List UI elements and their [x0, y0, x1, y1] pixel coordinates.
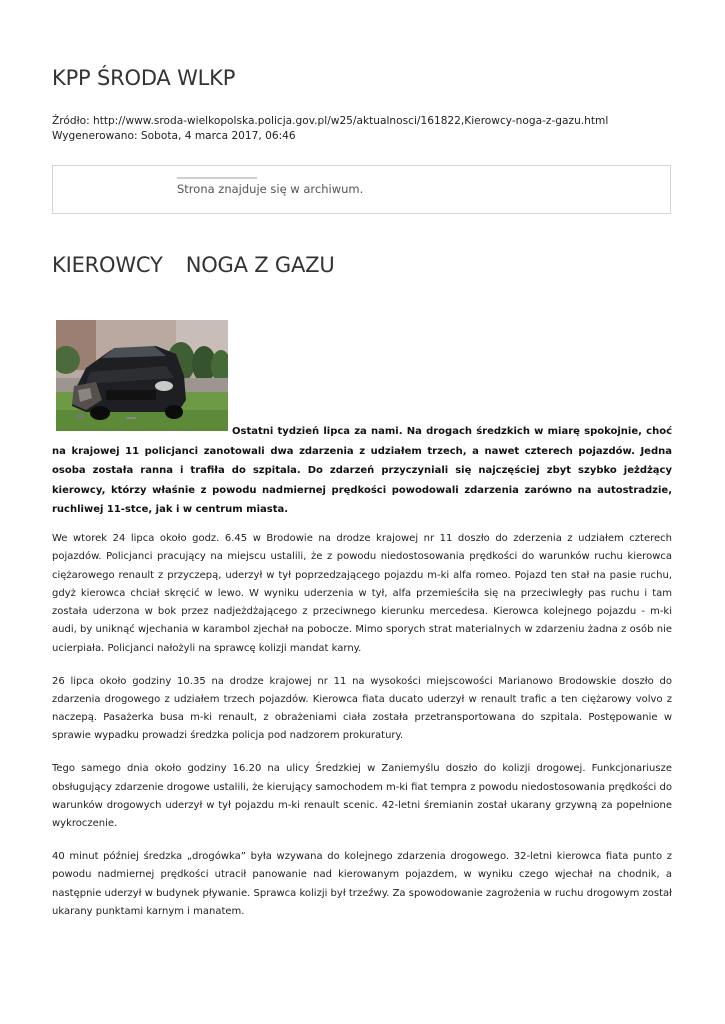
article-paragraph: 26 lipca około godziny 10.35 na drodze krajowej nr 11 na wysokości miejscowości Marianowo Brodowskie doszło do zdarzenia drogowego z udziałem trzech pojazdów. Kierowca fiata ducato uderzył w renault trafic a ten ciężarowy volvo z naczepą. Pasażerka busa m-ki renault, z obrażeniami ciała została przetransportowana do szpitala. Postępowanie w sprawie wypadku prowadzi średzka policja pod nadzorem prokuratury. — [52, 675, 672, 742]
article-body — [52, 530, 672, 936]
source-url: Źródło: http://www.sroda-wielkopolska.policja.gov.pl/w25/aktualnosci/161822,Kierowcy-noga-z-gazu.html — [52, 115, 609, 127]
article-paragraph: Tego samego dnia około godziny 16.20 na ulicy Średzkiej w Zaniemyślu doszło do kolizji drogowej. Funkcjonariusze obsługujący zdarzenie drogowe ustalili, że kierujący samochodem m-ki fiat tempra z powodu niedostosowania prędkości do warunków drogowych uderzył w tył pojazdu m-ki renault scenic. 42-letni śremianin został ukarany grzywną za popełnione wykroczenie. — [52, 763, 672, 830]
article-paragraph: 40 minut później średzka „drogówka” była wzywana do kolejnego zdarzenia drogowego. 32-letni kierowca fiata punto z powodu nadmiernej prędkości utracił panowanie nad kierowanym pojazdem, w wyniku czego wjechał na chodnik, a następnie uderzył w budynek pływanie. Sprawca kolizji był trzeźwy. Za spowodowanie zagrożenia w ruchu drogowym został ukarany punktami karnym i manatem. — [52, 850, 672, 917]
site-title: KPP ŚRODA WLKP — [52, 66, 236, 90]
generated-date: Wygenerowano: Sobota, 4 marca 2017, 06:46 — [52, 129, 296, 142]
archive-divider — [177, 177, 257, 179]
article-lead — [52, 422, 672, 520]
article-paragraph: We wtorek 24 lipca około godz. 6.45 w Brodowie na drodze krajowej nr 11 doszło do zderzenia z udziałem czterech pojazdów. Policjanci pracujący na miejscu ustalili, że z powodu niedostosowania prędkości do warunków ruchu kierowca ciężarowego renault z przyczepą, uderzył w tył poprzedzającego pojazdu m-ki alfa romeo. Pojazd ten stał na pasie ruchu, gdyż kierowca chciał skręcić w lewo. W wyniku uderzenia w tył, alfa przemieściła się na przeciwległy pas ruchu i tam została uderzona w bok przez nadjeżdżającego z przeciwnego kierunku mercedesa. Kierowca kolejnego pojazdu - m-ki audi, by uniknąć wjechania w karambol zjechał na pobocze. Mimo sporych strat materialnych w zdarzeniu żadna z osób nie ucierpiała. Policjanci nałożyli na sprawcę kolizji mandat karny. — [52, 533, 672, 654]
article-photo — [56, 320, 228, 431]
archive-notice-box — [52, 165, 671, 214]
archive-notice: Strona znajduje się w archiwum. — [177, 182, 364, 196]
lead-text: Ostatni tydzień lipca za nami. Na drogach średzkich w miarę spokojnie, choć na krajowej 11 policjanci zanotowali dwa zdarzenia z udziałem trzech, a nawet czterech pojazdów. Jedna osoba została ranna i trafiła do szpitala. Do zdarzeń przyczyniali się najczęściej zbyt szybko jeżdżący kierowcy, którzy właśnie z powodu nadmiernej prędkości powodowali zdarzenia zarówno na autostradzie, ruchliwej 11-stce, jak i w centrum miasta. — [52, 426, 672, 515]
article-title: KIEROWCY NOGA Z GAZU — [52, 253, 352, 277]
document-meta — [52, 114, 608, 143]
